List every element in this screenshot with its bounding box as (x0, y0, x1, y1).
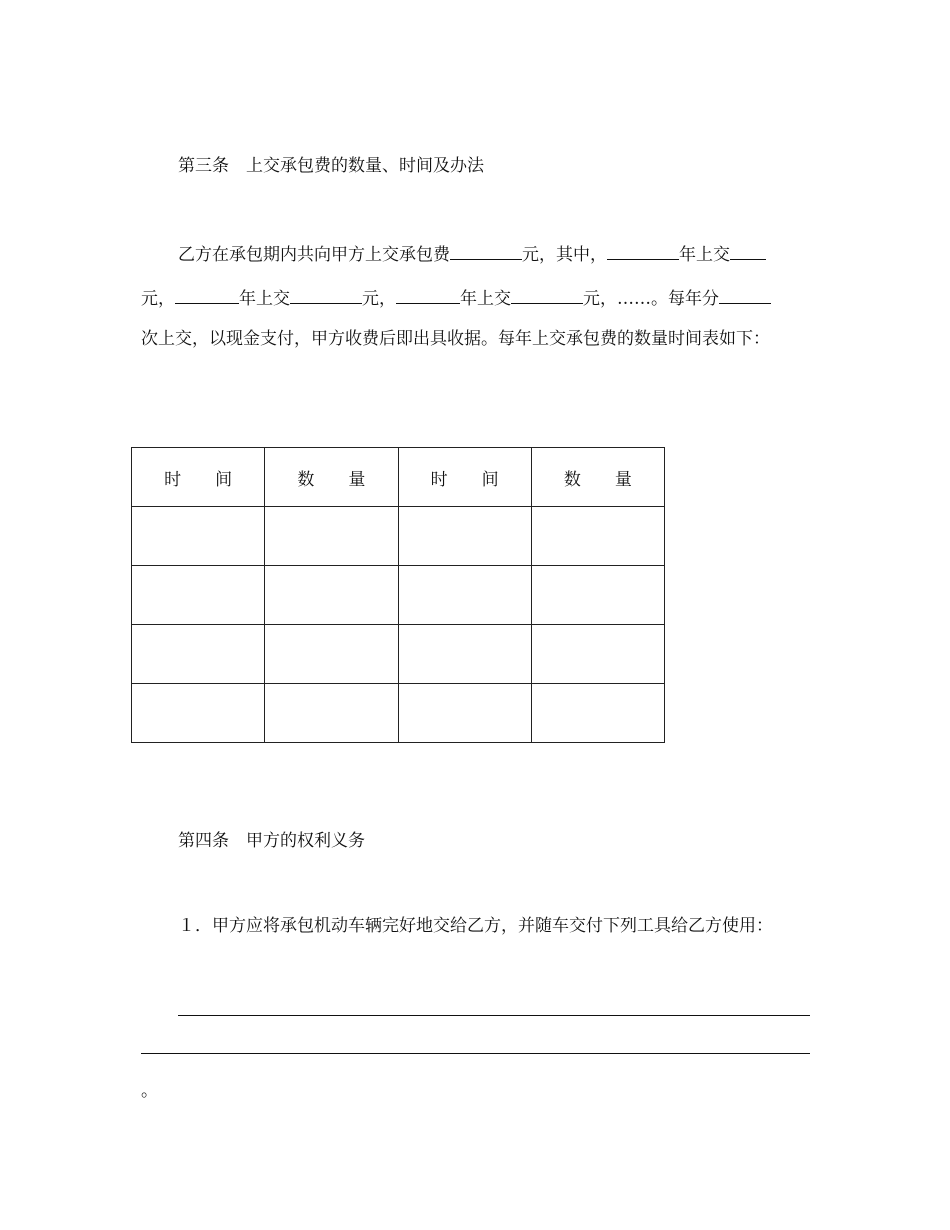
table-cell[interactable] (531, 566, 664, 625)
article3-paragraph-line1 (178, 244, 766, 264)
table-cell[interactable] (265, 507, 398, 566)
table-cell[interactable] (531, 507, 664, 566)
fee-text-total: 乙方在承包期内共向甲方上交承包费 (178, 245, 450, 265)
header-time-1: 时 间 (132, 448, 265, 507)
table-cell[interactable] (398, 625, 531, 684)
table-row (132, 625, 665, 684)
table-cell[interactable] (398, 684, 531, 743)
times-blank[interactable] (719, 288, 771, 304)
table-cell[interactable] (265, 625, 398, 684)
article4-heading: 第四条 甲方的权利义务 (178, 831, 365, 851)
header-amount-1: 数 量 (265, 448, 398, 507)
article4-item1: １．甲方应将承包机动车辆完好地交给乙方，并随车交付下列工具给乙方使用： (178, 916, 773, 936)
fee-text-per-year: 元，……。每年分 (583, 289, 719, 309)
table-cell[interactable] (132, 625, 265, 684)
fee-schedule-table (131, 447, 665, 743)
article3-heading: 第三条 上交承包费的数量、时间及办法 (178, 156, 484, 176)
end-period-mark: 。 (141, 1081, 158, 1101)
year2-blank[interactable] (175, 288, 239, 304)
article3-paragraph-line3: 次上交，以现金支付，甲方收费后即出具收据。每年上交承包费的数量时间表如下： (141, 329, 770, 349)
tools-fill-line-1[interactable] (178, 1015, 810, 1016)
table-cell[interactable] (398, 507, 531, 566)
table-cell[interactable] (132, 507, 265, 566)
amount1-blank[interactable] (730, 244, 766, 260)
fee-text-year3: 年上交 (460, 289, 511, 309)
fee-text-year1: 年上交 (679, 245, 730, 265)
amount2-blank[interactable] (290, 288, 362, 304)
amount3-blank[interactable] (511, 288, 583, 304)
table-cell[interactable] (265, 684, 398, 743)
table-row (132, 684, 665, 743)
total-fee-blank[interactable] (450, 244, 522, 260)
year1-blank[interactable] (607, 244, 679, 260)
table-cell[interactable] (531, 625, 664, 684)
tools-fill-line-2[interactable] (141, 1053, 810, 1054)
table-row (132, 566, 665, 625)
table-cell[interactable] (531, 684, 664, 743)
article3-paragraph-line2 (141, 288, 771, 308)
table-cell[interactable] (398, 566, 531, 625)
fee-text-yuan2: 元， (362, 289, 396, 309)
header-time-2: 时 间 (398, 448, 531, 507)
fee-text-year2: 年上交 (239, 289, 290, 309)
table-header-row (132, 448, 665, 507)
year3-blank[interactable] (396, 288, 460, 304)
table-cell[interactable] (132, 684, 265, 743)
fee-text-yuan1: 元， (141, 289, 175, 309)
header-amount-2: 数 量 (531, 448, 664, 507)
table-cell[interactable] (265, 566, 398, 625)
fee-text-among: 元，其中， (522, 245, 607, 265)
table-cell[interactable] (132, 566, 265, 625)
table-row (132, 507, 665, 566)
